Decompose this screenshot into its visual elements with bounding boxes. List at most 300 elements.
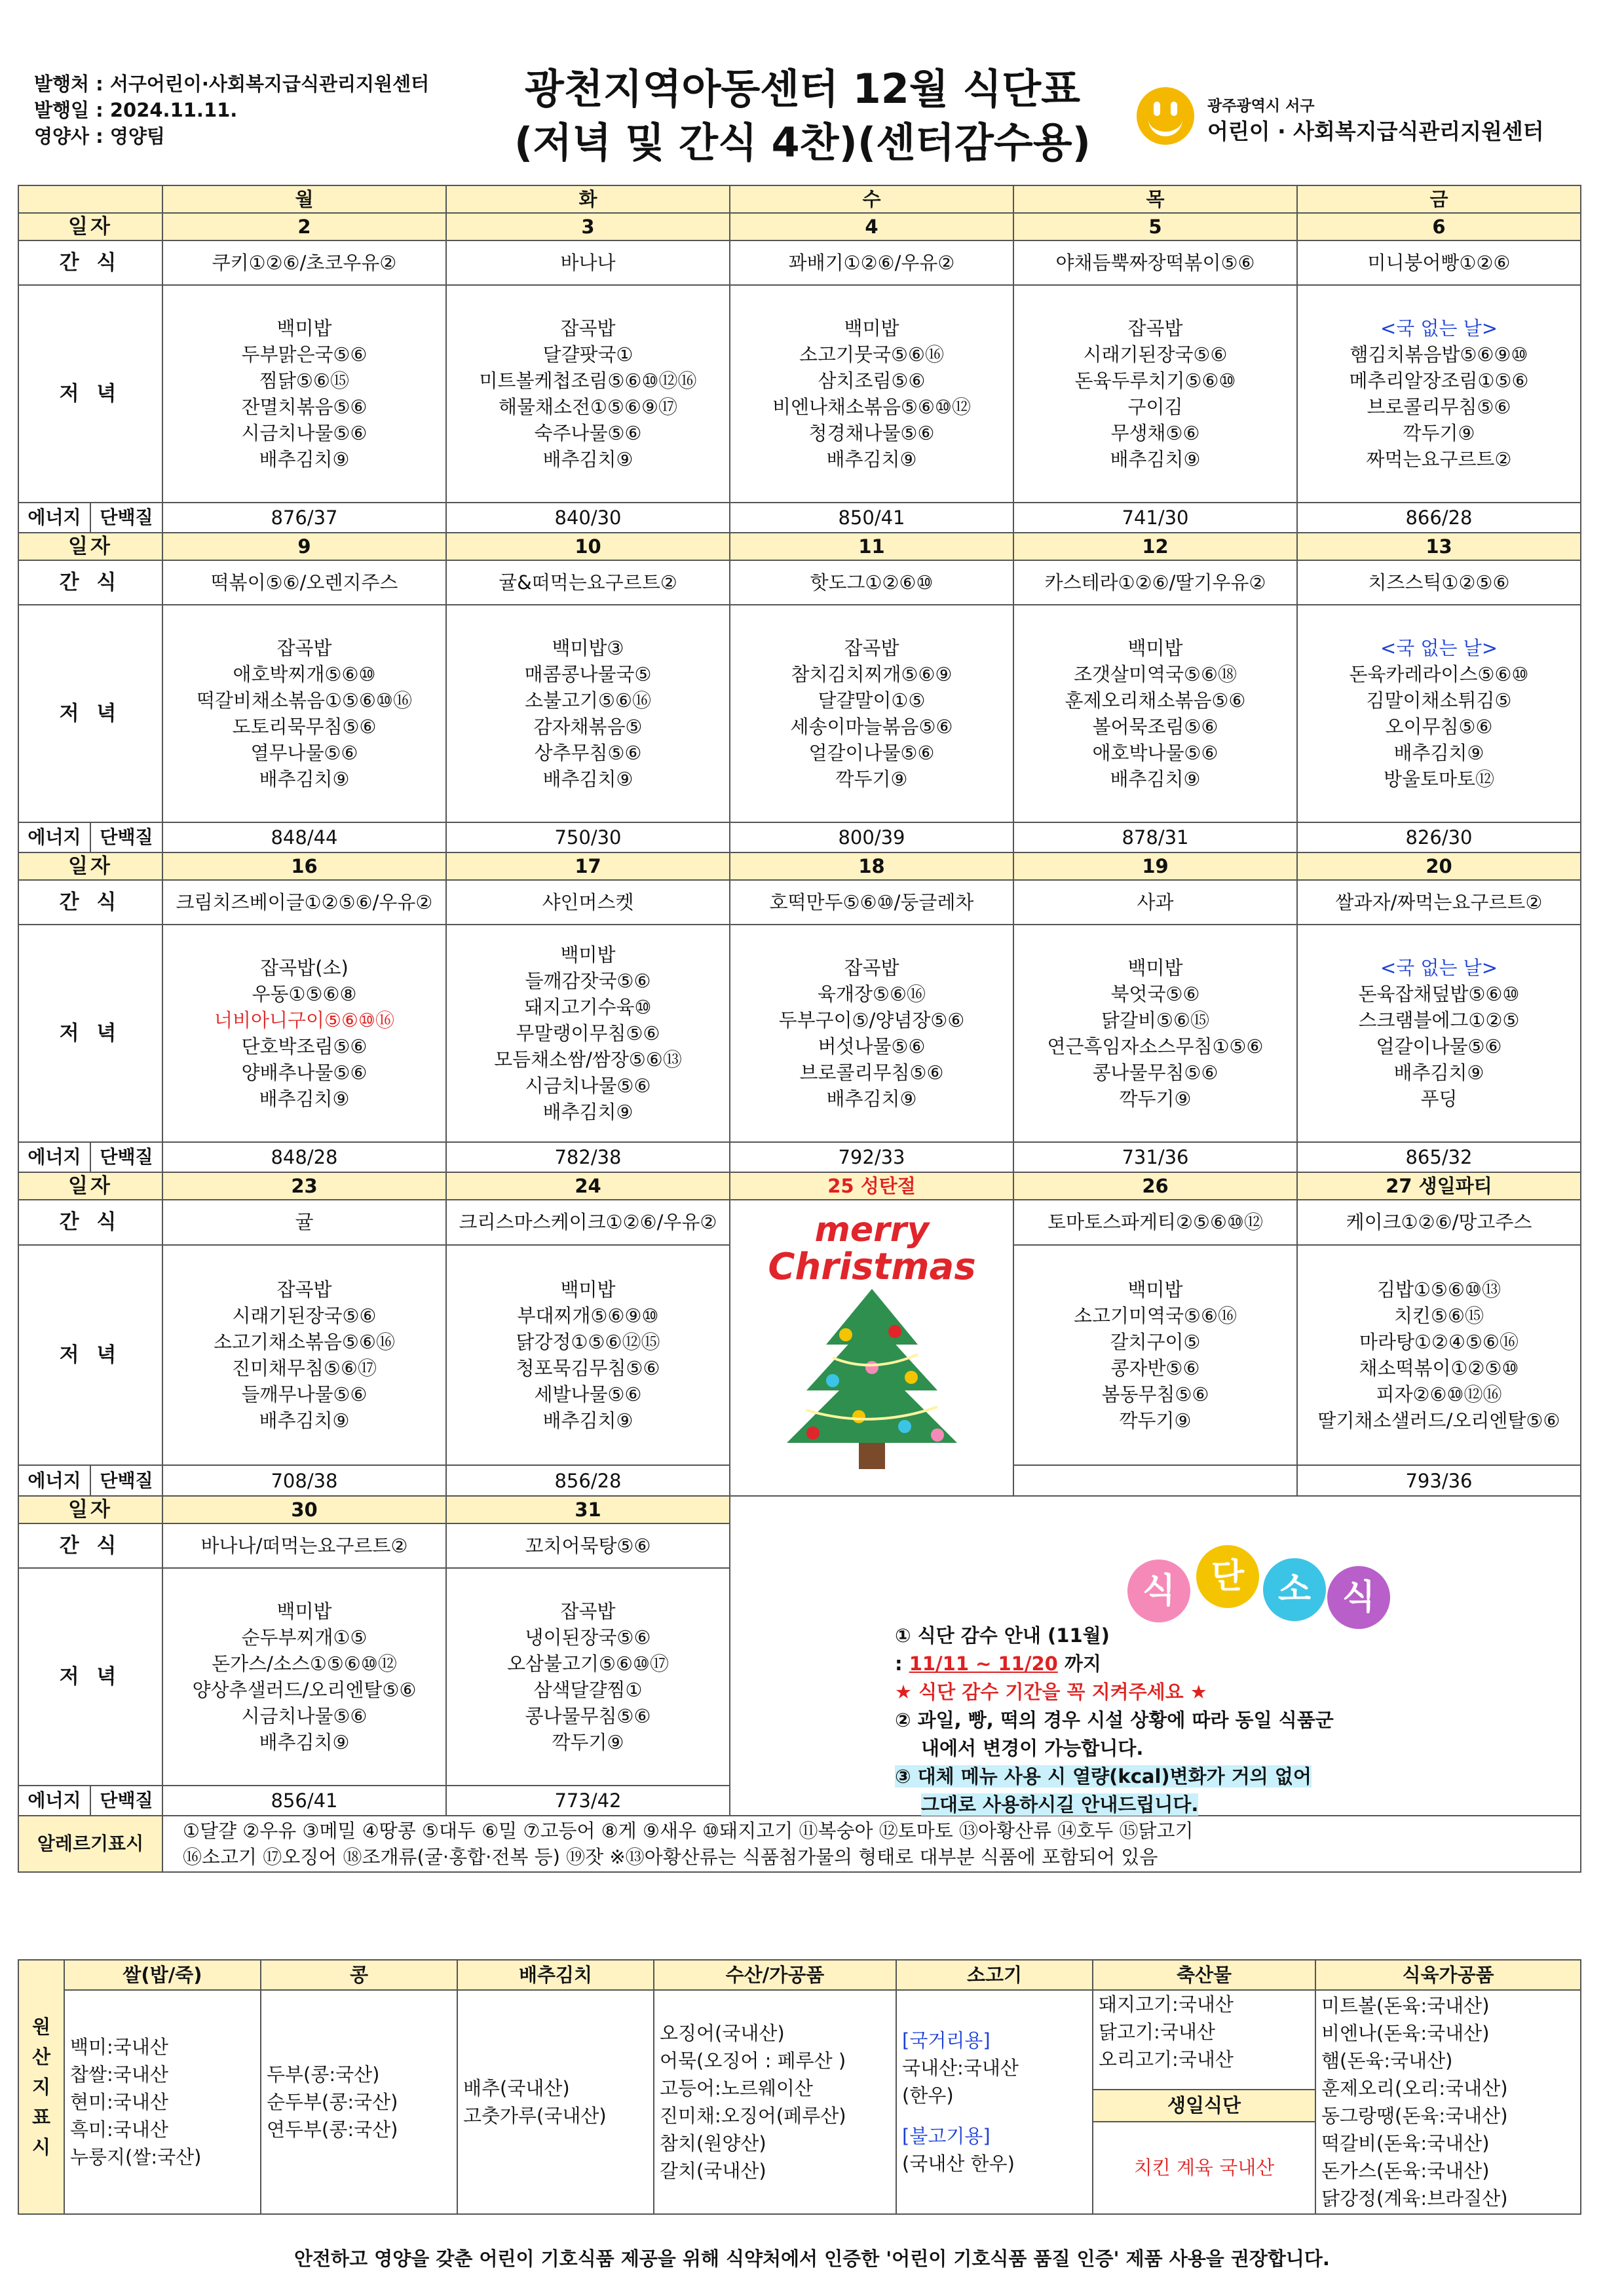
dinner-item: 소불고기⑤⑥⑯	[524, 689, 652, 712]
dinner-item: 백미밥	[1127, 1278, 1183, 1301]
weekday-header: 수	[730, 185, 1013, 213]
dinner-item: 애호박찌개⑤⑥⑩	[233, 663, 376, 685]
dinner-cell	[1013, 605, 1297, 822]
dinner-item: 배추김치⑨	[259, 1088, 350, 1110]
dinner-item: 연근흑임자소스무침①⑤⑥	[1047, 1035, 1264, 1058]
snack-cell: 바나나/떠먹는요구르트②	[162, 1523, 446, 1568]
dinner-item: 육개장⑤⑥⑯	[817, 983, 926, 1005]
energy-cell: 792/33	[730, 1142, 1013, 1172]
energy-cell: 731/36	[1013, 1142, 1297, 1172]
origin-item: 오징어(국내산)	[660, 2022, 785, 2044]
dinner-item: 버섯나물⑤⑥	[818, 1035, 926, 1058]
dinner-item: 배추김치⑨	[826, 1088, 917, 1110]
snack-cell: 쌀과자/짜먹는요구르트②	[1297, 880, 1581, 925]
weekday-header: 목	[1013, 185, 1297, 213]
dinner-item: 들깨감잣국⑤⑥	[525, 970, 651, 992]
dinner-item: 잡곡밥(소)	[260, 957, 349, 979]
energy-cell: 826/30	[1297, 822, 1581, 852]
notice-line6: ③ 대체 메뉴 사용 시 열량(kcal)변화가 거의 없어	[895, 1765, 1312, 1788]
dinner-item: 무말랭이무침⑤⑥	[516, 1022, 660, 1044]
origin-item: 진미채:오징어(페루산)	[660, 2105, 846, 2127]
dinner-item: 시금치나물⑤⑥	[241, 422, 368, 444]
energy-cell: 856/41	[162, 1786, 446, 1816]
dinner-item: <국 없는 날>	[1380, 637, 1498, 659]
smile-logo-icon	[1137, 87, 1194, 145]
dinner-item: 배추김치⑨	[542, 768, 633, 790]
dinner-item: 방울토마토⑫	[1383, 768, 1495, 790]
energy-cell: 782/38	[446, 1142, 730, 1172]
origin-kimchi-list	[457, 1990, 654, 2214]
dinner-item: 양배추나물⑤⑥	[241, 1062, 368, 1084]
dinner-item: 깍두기⑨	[1119, 1409, 1192, 1432]
dinner-item: 깍두기⑨	[835, 768, 908, 790]
snack-cell: 카스테라①②⑥/딸기우유②	[1013, 560, 1297, 605]
origin-item: 닭고기:국내산	[1099, 2021, 1215, 2043]
dinner-item: 진미채무침⑤⑥⑰	[231, 1357, 377, 1380]
origin-processed-list	[1315, 1990, 1581, 2214]
energy-protein-label: 에너지 단백질	[18, 822, 162, 852]
center-logo	[1137, 82, 1595, 154]
snack-cell: 꼬치어묵탕⑤⑥	[446, 1523, 730, 1568]
dinner-item: 스크램블에그①②⑤	[1358, 1009, 1520, 1031]
dinner-item: 잔멸치볶음⑤⑥	[241, 396, 368, 418]
origin-item: 돈가스(돈육:국내산)	[1321, 2160, 1490, 2182]
dinner-item: 청경채나물⑤⑥	[808, 422, 935, 444]
energy-protein-label: 에너지 단백질	[18, 1786, 162, 1816]
dinner-item: 김말이채소튀김⑤	[1366, 689, 1512, 712]
origin-item: 연두부(콩:국산)	[267, 2118, 398, 2141]
dinner-item: 딸기채소샐러드/오리엔탈⑤⑥	[1317, 1409, 1560, 1432]
dinner-item: 두부구이⑤/양념장⑤⑥	[778, 1009, 965, 1031]
dinner-item: 열무나물⑤⑥	[250, 742, 358, 764]
origin-item: 고등어:노르웨이산	[660, 2077, 813, 2099]
dinner-item: 잡곡밥	[276, 637, 332, 659]
dinner-cell	[730, 605, 1013, 822]
snack-cell: 미니붕어빵①②⑥	[1297, 240, 1581, 285]
dinner-item: 브로콜리무침⑤⑥	[799, 1062, 944, 1084]
date-cell: 16	[162, 852, 446, 880]
svg-text:Christmas: Christmas	[767, 1246, 976, 1288]
origin-header-seafood: 수산/가공품	[654, 1960, 896, 1990]
allergy-label: 알레르기표시	[18, 1816, 162, 1872]
notice-line7: 그대로 사용하시길 안내드립니다.	[921, 1793, 1199, 1816]
origin-seafood-list	[654, 1990, 896, 2214]
dinner-cell	[730, 925, 1013, 1142]
snack-cell: 토마토스파게티②⑤⑥⑩⑫	[1013, 1200, 1297, 1245]
dinner-item: 돈가스/소스①⑤⑥⑩⑫	[212, 1653, 397, 1675]
energy-cell: 741/30	[1013, 503, 1297, 533]
snack-cell: 쿠키①②⑥/초코우유②	[162, 240, 446, 285]
dinner-item: 너비아니구이⑤⑥⑩⑯	[214, 1009, 395, 1031]
date-label: 일자	[18, 213, 162, 240]
origin-header-kimchi: 배추김치	[457, 1960, 654, 1990]
notice-line4: ② 과일, 빵, 떡의 경우 시설 상황에 따라 동일 식품군	[895, 1709, 1334, 1731]
dinner-item: 매콤콩나물국⑤	[524, 663, 652, 685]
dinner-item: 갈치구이⑤	[1110, 1331, 1201, 1354]
dinner-label: 저 녁	[18, 285, 162, 503]
dinner-item: 백미밥	[844, 317, 899, 339]
dinner-item: 냉이된장국⑤⑥	[525, 1626, 651, 1649]
dinner-cell	[162, 1245, 446, 1465]
christmas-tree-icon	[734, 1200, 1010, 1489]
origin-item: 떡갈비(돈육:국내산)	[1321, 2132, 1490, 2154]
snack-cell: 꽈배기①②⑥/우유②	[730, 240, 1013, 285]
dinner-item: 북엇국⑤⑥	[1110, 983, 1200, 1005]
dinner-item: 오이무침⑤⑥	[1385, 716, 1493, 738]
energy-protein-label: 에너지 단백질	[18, 1465, 162, 1496]
dinner-item: 두부맑은국⑤⑥	[241, 343, 368, 366]
dinner-cell	[162, 1568, 446, 1786]
dinner-item: 달걀말이①⑤	[818, 689, 926, 712]
snack-label: 간 식	[18, 240, 162, 285]
dinner-item: 짜먹는요구르트②	[1366, 448, 1512, 470]
energy-protein-label: 에너지 단백질	[18, 503, 162, 533]
menu-notice	[875, 1557, 1399, 1854]
logo-center-name: 어린이 · 사회복지급식관리지원센터	[1207, 119, 1544, 144]
dinner-item: 감자채볶음⑤	[533, 716, 643, 738]
origin-bean-list	[261, 1990, 457, 2214]
date-cell: 26	[1013, 1172, 1297, 1200]
origin-item: 고춧가루(국내산)	[463, 2105, 607, 2127]
dinner-item: 백미밥	[276, 317, 332, 339]
date-cell: 19	[1013, 852, 1297, 880]
energy-cell: 750/30	[446, 822, 730, 852]
allergy-legend: ①달걀 ②우유 ③메밀 ④땅콩 ⑤대두 ⑥밀 ⑦고등어 ⑧게 ⑨새우 ⑩돼지고기 ⑪복숭아 ⑫토마토 ⑬아황산류 ⑭호두 ⑮닭고기 ⑯소고기 ⑰오징어 ⑱조개류(굴·홍합·전복 등) ⑲잣 ※⑬아황산류는 식품첨가물의 형태로 대부분 식품에 포함되어 있음	[162, 1816, 1581, 1872]
origin-item: 찹쌀:국내산	[70, 2063, 168, 2086]
origin-item: 비엔나(돈육:국내산)	[1321, 2022, 1490, 2044]
dinner-cell	[1297, 925, 1581, 1142]
notice-line3: ★ 식단 감수 기간을 꼭 지켜주세요 ★	[895, 1681, 1207, 1703]
energy-cell: 840/30	[446, 503, 730, 533]
dinner-item: 치킨⑤⑥⑮	[1393, 1305, 1484, 1328]
dinner-item: 볼어묵조림⑤⑥	[1092, 716, 1218, 738]
origin-item: 돼지고기:국내산	[1099, 1993, 1234, 2016]
notice-bubble-4: 식	[1327, 1566, 1390, 1629]
date-label: 일자	[18, 852, 162, 880]
publisher-row: 발행처 : 서구어린이·사회복지급식관리지원센터	[34, 73, 430, 95]
notice-period: 11/11 ~ 11/20	[909, 1653, 1058, 1675]
publisher-row: 발행일 : 2024.11.11.	[34, 99, 238, 121]
dinner-item: 모듬채소쌈/쌈장⑤⑥⑬	[494, 1048, 682, 1071]
snack-cell: 크림치즈베이글①②⑤⑥/우유②	[162, 880, 446, 925]
dinner-cell	[730, 285, 1013, 503]
page-header	[0, 0, 1624, 177]
dinner-item: 비엔나채소볶음⑤⑥⑩⑫	[772, 396, 972, 418]
dinner-item: 세발나물⑤⑥	[534, 1383, 642, 1406]
dinner-item: 배추김치⑨	[259, 768, 350, 790]
dinner-cell	[446, 605, 730, 822]
origin-header-bean: 콩	[261, 1960, 457, 1990]
dinner-item: 돈육두루치기⑤⑥⑩	[1074, 370, 1236, 392]
energy-cell: 850/41	[730, 503, 1013, 533]
dinner-item: 얼갈이나물⑤⑥	[1376, 1035, 1502, 1058]
dinner-item: 얼갈이나물⑤⑥	[808, 742, 935, 764]
date-label: 일자	[18, 1172, 162, 1200]
dinner-item: 잡곡밥	[560, 1600, 616, 1622]
weekday-header: 월	[162, 185, 446, 213]
birthday-menu-origin: 치킨 계육 국내산	[1093, 2122, 1315, 2214]
christmas-cell	[730, 1200, 1013, 1496]
dinner-item: <국 없는 날>	[1380, 317, 1498, 339]
dinner-item: 마라탕①②④⑤⑥⑯	[1359, 1331, 1519, 1354]
origin-item: 오리고기:국내산	[1099, 2048, 1234, 2071]
dinner-item: 메추리알장조림①⑤⑥	[1349, 370, 1529, 392]
dinner-item: 떡갈비채소볶음①⑤⑥⑩⑯	[196, 689, 413, 712]
date-cell: 27 생일파티	[1297, 1172, 1581, 1200]
dinner-item: 청포묵김무침⑤⑥	[516, 1357, 660, 1380]
date-cell: 31	[446, 1496, 730, 1523]
dinner-item: 채소떡볶이①②⑤⑩	[1359, 1357, 1519, 1380]
dinner-item: 배추김치⑨	[1110, 448, 1201, 470]
dinner-item: 상추무침⑤⑥	[534, 742, 642, 764]
dinner-item: 배추김치⑨	[826, 448, 917, 470]
energy-cell: 848/28	[162, 1142, 446, 1172]
dinner-item: 조갯살미역국⑤⑥⑱	[1073, 663, 1237, 685]
origin-header-processed: 식육가공품	[1315, 1960, 1581, 1990]
date-cell: 6	[1297, 213, 1581, 240]
energy-cell: 866/28	[1297, 503, 1581, 533]
title-line1: 광천지역아동센터 12월 식단표	[524, 65, 1081, 113]
snack-cell: 떡볶이⑤⑥/오렌지주스	[162, 560, 446, 605]
snack-label: 간 식	[18, 560, 162, 605]
origin-item: 갈치(국내산)	[660, 2160, 766, 2182]
title-line2: (저녁 및 간식 4찬)(센터감수용)	[514, 119, 1091, 166]
dinner-item: 우동①⑤⑥⑧	[252, 983, 357, 1005]
dinner-item: 백미밥	[276, 1600, 332, 1622]
dinner-item: 콩나물무침⑤⑥	[1092, 1062, 1218, 1084]
date-cell: 20	[1297, 852, 1581, 880]
dinner-item: 닭강정①⑤⑥⑫⑮	[516, 1331, 660, 1354]
dinner-item: 깍두기⑨	[552, 1731, 624, 1753]
snack-label: 간 식	[18, 880, 162, 925]
dinner-item: 삼치조림⑤⑥	[818, 370, 926, 392]
energy-cell: 876/37	[162, 503, 446, 533]
origin-item: 두부(콩:국산)	[267, 2063, 380, 2086]
weekday-header: 화	[446, 185, 730, 213]
birthday-header: 생일식단	[1093, 2090, 1315, 2122]
snack-cell: 샤인머스켓	[446, 880, 730, 925]
dinner-item: 세송이마늘볶음⑤⑥	[790, 716, 953, 738]
energy-cell: 856/28	[446, 1465, 730, 1496]
date-cell: 23	[162, 1172, 446, 1200]
dinner-label: 저 녁	[18, 925, 162, 1142]
page-title	[459, 62, 1146, 170]
snack-cell: 크리스마스케이크①②⑥/우유②	[446, 1200, 730, 1245]
snack-label: 간 식	[18, 1200, 162, 1245]
dinner-item: 잡곡밥	[844, 957, 899, 979]
logo-city: 광주광역시 서구	[1207, 98, 1315, 115]
dinner-label: 저 녁	[18, 1245, 162, 1465]
snack-label: 간 식	[18, 1523, 162, 1568]
origin-beef-list: [국거리용] 국내산:국내산 (한우) [불고기용] (국내산 한우)	[896, 1990, 1093, 2214]
dinner-item: 부대찌개⑤⑥⑨⑩	[517, 1305, 659, 1328]
dinner-item: 배추김치⑨	[542, 1409, 633, 1432]
date-cell: 24	[446, 1172, 730, 1200]
energy-cell: 848/44	[162, 822, 446, 852]
dinner-item: 달걀팟국①	[542, 343, 633, 366]
dinner-cell	[1297, 1245, 1581, 1465]
dinner-item: 깍두기⑨	[1119, 1088, 1192, 1110]
weekday-header: 금	[1297, 185, 1581, 213]
origin-table	[18, 1959, 1581, 2215]
origin-livestock-list	[1093, 1990, 1315, 2090]
dinner-item: 콩나물무침⑤⑥	[525, 1705, 651, 1727]
origin-item: 동그랑땡(돈육:국내산)	[1321, 2105, 1508, 2127]
energy-cell: 865/32	[1297, 1142, 1581, 1172]
origin-header-livestock: 축산물	[1093, 1960, 1315, 1990]
origin-item: 누룽지(쌀:국산)	[70, 2146, 202, 2168]
date-cell: 2	[162, 213, 446, 240]
dinner-item: 삼색달걀찜①	[533, 1679, 643, 1701]
snack-cell: 귤&떠먹는요구르트②	[446, 560, 730, 605]
dinner-item: 푸딩	[1420, 1088, 1458, 1110]
date-cell: 18	[730, 852, 1013, 880]
snack-cell: 사과	[1013, 880, 1297, 925]
origin-rice-list	[64, 1990, 261, 2214]
origin-item: 참치(원양산)	[660, 2132, 766, 2154]
dinner-item: 오삼불고기⑤⑥⑩⑰	[506, 1653, 670, 1675]
dinner-item: 찜닭⑤⑥⑮	[259, 370, 350, 392]
dinner-item: 잡곡밥	[560, 317, 616, 339]
dinner-item: 배추김치⑨	[542, 1101, 633, 1123]
origin-item: 닭강정(계육:브라질산)	[1321, 2187, 1508, 2210]
notice-text	[895, 1622, 1334, 1819]
svg-text:merry: merry	[814, 1210, 929, 1250]
energy-cell: 773/42	[446, 1786, 730, 1816]
dinner-item: 배추김치⑨	[1110, 768, 1201, 790]
dinner-item: 시래기된장국⑤⑥	[1083, 343, 1228, 366]
notice-line1: ① 식단 감수 안내 (11월)	[895, 1624, 1110, 1647]
dinner-item: 배추김치⑨	[259, 1409, 350, 1432]
dinner-cell	[1297, 285, 1581, 503]
dinner-item: 순두부찌개①⑤	[241, 1626, 368, 1649]
dinner-cell	[1013, 1245, 1297, 1465]
snack-cell: 귤	[162, 1200, 446, 1245]
notice-bubble-1: 식	[1127, 1559, 1190, 1622]
dinner-item: 배추김치⑨	[1393, 1062, 1484, 1084]
corner-cell	[18, 185, 162, 213]
dinner-item: 잡곡밥	[276, 1278, 332, 1301]
date-cell: 9	[162, 533, 446, 560]
energy-cell: 800/39	[730, 822, 1013, 852]
dinner-item: 잡곡밥	[844, 637, 899, 659]
dinner-cell	[446, 285, 730, 503]
origin-header-rice: 쌀(밥/죽)	[64, 1960, 261, 1990]
publisher-info	[34, 71, 429, 149]
dinner-item: 봄동무침⑤⑥	[1101, 1383, 1209, 1406]
dinner-item: 도토리묵무침⑤⑥	[232, 716, 377, 738]
dinner-item: 미트볼케첩조림⑤⑥⑩⑫⑯	[479, 370, 697, 392]
snack-cell: 호떡만두⑤⑥⑩/둥글레차	[730, 880, 1013, 925]
dinner-item: 애호박나물⑤⑥	[1092, 742, 1218, 764]
origin-item: 미트볼(돈육:국내산)	[1321, 1995, 1490, 2017]
origin-item: 배추(국내산)	[463, 2077, 570, 2099]
dinner-item: 양상추샐러드/오리엔탈⑤⑥	[192, 1679, 417, 1701]
dinner-item: <국 없는 날>	[1380, 957, 1498, 979]
dinner-item: 햄김치볶음밥⑤⑥⑨⑩	[1350, 343, 1528, 366]
dinner-cell	[162, 925, 446, 1142]
dinner-label: 저 녁	[18, 1568, 162, 1786]
dinner-item: 콩자반⑤⑥	[1110, 1357, 1200, 1380]
energy-protein-label: 에너지 단백질	[18, 1142, 162, 1172]
dinner-item: 돈육잡채덮밥⑤⑥⑩	[1358, 983, 1520, 1005]
dinner-item: 배추김치⑨	[259, 1731, 350, 1753]
origin-item: 햄(돈육:국내산)	[1321, 2050, 1453, 2072]
energy-cell: 878/31	[1013, 822, 1297, 852]
dinner-cell	[1297, 605, 1581, 822]
dinner-item: 숙주나물⑤⑥	[534, 422, 642, 444]
dinner-item: 브로콜리무침⑤⑥	[1367, 396, 1511, 418]
date-cell: 13	[1297, 533, 1581, 560]
dinner-item: 배추김치⑨	[259, 448, 350, 470]
notice-bubble-2: 단	[1196, 1545, 1259, 1608]
notice-line2: : 11/11 ~ 11/20 까지	[895, 1653, 1101, 1675]
snack-cell: 핫도그①②⑥⑩	[730, 560, 1013, 605]
dinner-item: 시래기된장국⑤⑥	[232, 1305, 377, 1328]
dinner-item: 무생채⑤⑥	[1110, 422, 1200, 444]
dinner-item: 소고기채소볶음⑤⑥⑯	[213, 1331, 396, 1354]
date-cell: 3	[446, 213, 730, 240]
origin-item: 현미:국내산	[70, 2091, 168, 2113]
date-cell: 4	[730, 213, 1013, 240]
dinner-item: 시금치나물⑤⑥	[241, 1705, 368, 1727]
dinner-item: 소고기미역국⑤⑥⑯	[1073, 1305, 1237, 1328]
date-cell: 12	[1013, 533, 1297, 560]
footer-note: 안전하고 영양을 갖춘 어린이 기호식품 제공을 위해 식약처에서 인증한 '어린이 기호식품 품질 인증' 제품 사용을 권장합니다.	[294, 2248, 1330, 2270]
dinner-item: 단호박조림⑤⑥	[241, 1035, 368, 1058]
dinner-item: 배추김치⑨	[1393, 742, 1484, 764]
dinner-item: 들깨무나물⑤⑥	[241, 1383, 368, 1406]
origin-item: 어묵(오징어 : 페루산 )	[660, 2050, 846, 2072]
dinner-item: 깍두기⑨	[1403, 422, 1475, 444]
origin-item: 순두부(콩:국산)	[267, 2091, 398, 2113]
dinner-cell	[446, 1245, 730, 1465]
dinner-item: 소고기뭇국⑤⑥⑯	[799, 343, 945, 366]
dinner-cell	[162, 605, 446, 822]
dinner-item: 백미밥	[560, 1278, 616, 1301]
date-cell: 17	[446, 852, 730, 880]
snack-cell: 야채듬뿍짜장떡볶이⑤⑥	[1013, 240, 1297, 285]
dinner-item: 백미밥	[1127, 637, 1183, 659]
snack-cell: 바나나	[446, 240, 730, 285]
date-label: 일자	[18, 533, 162, 560]
energy-cell: 708/38	[162, 1465, 446, 1496]
dinner-item: 백미밥③	[552, 637, 624, 659]
dinner-item: 돼지고기수육⑩	[524, 996, 652, 1018]
dinner-item: 구이김	[1127, 396, 1183, 418]
publisher-row: 영양사 : 영양팀	[34, 125, 165, 147]
energy-cell: 793/36	[1297, 1465, 1581, 1496]
date-label: 일자	[18, 1496, 162, 1523]
date-cell: 30	[162, 1496, 446, 1523]
dinner-item: 훈제오리채소볶음⑤⑥	[1065, 689, 1246, 712]
dinner-cell	[162, 285, 446, 503]
dinner-item: 배추김치⑨	[542, 448, 633, 470]
dinner-cell	[1013, 285, 1297, 503]
snack-cell: 케이크①②⑥/망고주스	[1297, 1200, 1581, 1245]
dinner-item: 피자②⑥⑩⑫⑯	[1376, 1383, 1502, 1406]
origin-item: 훈제오리(오리:국내산)	[1321, 2077, 1508, 2099]
date-cell: 11	[730, 533, 1013, 560]
dinner-item: 백미밥	[1127, 957, 1183, 979]
date-cell: 10	[446, 533, 730, 560]
dinner-cell	[1013, 925, 1297, 1142]
origin-item: 흑미:국내산	[70, 2118, 168, 2141]
dinner-item: 해물채소전①⑤⑥⑨⑰	[498, 396, 678, 418]
dinner-item: 시금치나물⑤⑥	[525, 1075, 651, 1097]
dinner-item: 참치김치찌개⑤⑥⑨	[791, 663, 953, 685]
notice-line5: 내에서 변경이 가능합니다.	[921, 1737, 1144, 1759]
